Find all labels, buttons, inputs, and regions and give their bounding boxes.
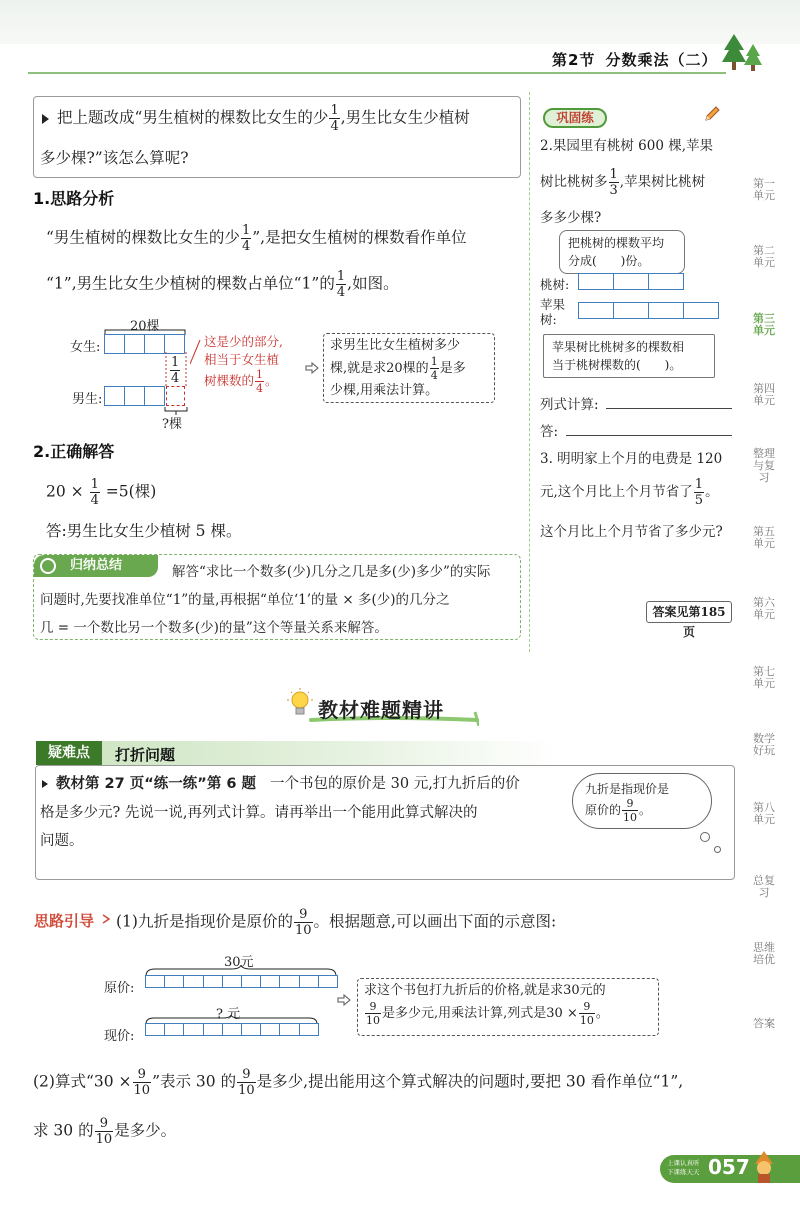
girl-label: 女生: bbox=[70, 340, 101, 355]
red-note: 这是少的部分, 相当于女生植 树棵数的 $\frac{1}{4}$ 。 bbox=[204, 334, 283, 395]
bar-segment bbox=[279, 975, 299, 988]
cloud-dot bbox=[700, 832, 710, 842]
analysis-heading: 1.思路分析 bbox=[33, 189, 115, 208]
peach-segment[interactable] bbox=[613, 273, 649, 290]
practice-q2-line-2: 树比桃树多 $\frac{1}{3}$ ,苹果树比桃树 bbox=[540, 167, 706, 198]
practice-tag: 巩固练 bbox=[543, 108, 607, 128]
guide-line-3: 求 30 的 $\frac{9}{10}$ 是多少。 bbox=[33, 1116, 177, 1147]
difficulty-title: 打折问题 bbox=[115, 746, 176, 764]
mascot-icon bbox=[752, 1150, 776, 1184]
section-title: 分数乘法（二） bbox=[605, 51, 718, 69]
original-price-label: 原价: bbox=[104, 981, 135, 996]
guide-line-2: (2)算式“30 × $\frac{9}{10}$ ”表示 30 的 $\frac{9}{10}$ 是多少,提出能用这个算式解决的问题时,要把 30 看作单位“1”, bbox=[33, 1067, 684, 1098]
bar-segment bbox=[203, 1023, 223, 1036]
less-part-segment bbox=[166, 386, 185, 406]
boy-segment bbox=[104, 386, 125, 406]
pencil-icon bbox=[703, 105, 721, 123]
analysis-line-2: “1”,男生比女生少植树的棵数占单位“1”的 $\frac{1}{4}$ ,如图。 bbox=[46, 269, 399, 300]
unknown-label: ? 元 bbox=[216, 1007, 241, 1022]
triangle-bullet-icon bbox=[42, 114, 49, 124]
tab-thinking[interactable]: 思维培优 bbox=[753, 941, 775, 966]
tab-unit-1[interactable]: 第一单元 bbox=[753, 177, 775, 202]
analysis-line-1: “男生植树的棵数比女生的少 $\frac{1}{4}$ ”,是把女生植树的棵数看作单位 bbox=[46, 223, 467, 254]
answer-label: 答: bbox=[540, 424, 559, 440]
bar-segment bbox=[145, 975, 165, 988]
difficulty-tag: 疑难点 bbox=[36, 741, 102, 765]
girl-segment bbox=[104, 334, 125, 354]
solution-heading: 2.正确解答 bbox=[33, 442, 115, 461]
tab-review[interactable]: 整理与复习 bbox=[753, 447, 775, 484]
bar-segment bbox=[183, 1023, 203, 1036]
practice-q3-line-2: 元,这个月比上个月节省了 $\frac{1}{5}$ 。 bbox=[540, 477, 719, 508]
boy-segment bbox=[124, 386, 145, 406]
header-rule bbox=[28, 72, 726, 74]
peach-segment[interactable] bbox=[648, 273, 684, 290]
guide-tag: 思路引导 bbox=[34, 912, 95, 930]
problem-line-3: 问题。 bbox=[40, 833, 84, 849]
bar-segment bbox=[299, 1023, 319, 1036]
bar-segment bbox=[164, 1023, 184, 1036]
arrow-right-icon bbox=[305, 362, 319, 374]
question-line-1: 把上题改成“男生植树的棵数比女生的少 $\frac{1}{4}$ ,男生比女生少植树 bbox=[42, 104, 470, 133]
apple-segment[interactable] bbox=[683, 302, 719, 319]
summary-tag: 归纳总结 bbox=[34, 555, 158, 577]
dashed-guides bbox=[164, 352, 190, 388]
guide-line-1: (1)九折是指现价是原价的 $\frac{9}{10}$ 。根据题意,可以画出下面的示意图: bbox=[116, 907, 557, 938]
girl-segment bbox=[164, 334, 185, 354]
target-icon bbox=[40, 558, 56, 574]
bar-segment bbox=[145, 1023, 165, 1036]
tab-unit-3[interactable]: 第三单元 bbox=[753, 312, 775, 337]
page-number: 057 bbox=[708, 1155, 750, 1179]
bar-segment bbox=[241, 1023, 261, 1036]
tab-unit-4[interactable]: 第四单元 bbox=[753, 382, 775, 407]
explanation-box: 求这个书包打九折后的价格,就是求30元的 $\frac{9}{10}$ 是多少元,用乘法计算,列式是30 × $\frac{9}{10}$ 。 bbox=[357, 978, 659, 1036]
answer-line[interactable] bbox=[566, 435, 732, 436]
apple-segment[interactable] bbox=[613, 302, 649, 319]
tab-unit-2[interactable]: 第二单元 bbox=[753, 244, 775, 269]
tab-answers[interactable]: 答案 bbox=[753, 1017, 775, 1030]
tab-unit-5[interactable]: 第五单元 bbox=[753, 525, 775, 550]
triangle-bullet-icon bbox=[42, 780, 48, 788]
header-band bbox=[0, 0, 800, 44]
thought-cloud: 九折是指现价是 原价的 $\frac{9}{10}$ 。 bbox=[572, 773, 712, 829]
apple-segment[interactable] bbox=[578, 302, 614, 319]
apple-segment[interactable] bbox=[648, 302, 684, 319]
tab-unit-6[interactable]: 第六单元 bbox=[753, 596, 775, 621]
boy-label: 男生: bbox=[72, 392, 103, 407]
footer-slogan: 上课认真听 下课练天天 bbox=[667, 1159, 700, 1176]
banner-title: 教材难题精讲 bbox=[318, 698, 444, 722]
fraction: $\frac{1}{4}$ bbox=[330, 103, 339, 134]
bar-segment bbox=[203, 975, 223, 988]
unknown-label: ?棵 bbox=[162, 417, 182, 432]
tab-unit-7[interactable]: 第七单元 bbox=[753, 665, 775, 690]
practice-q3-line-3: 这个月比上个月节省了多少元? bbox=[540, 524, 723, 540]
explanation-box: 求男生比女生植树多少 棵,就是求20棵的 $\frac{1}{4}$ 是多 少棵,用乘法计算。 bbox=[323, 333, 495, 403]
tab-unit-8[interactable]: 第八单元 bbox=[753, 801, 775, 826]
peach-label: 桃树: bbox=[540, 277, 570, 292]
question-line-2: 多少棵?”该怎么算呢? bbox=[40, 149, 189, 167]
boy-segment bbox=[144, 386, 165, 406]
hint-box: 苹果树比桃树多的棵数相 当于桃树棵数的( )。 bbox=[543, 334, 715, 378]
caret-icon bbox=[102, 914, 110, 924]
summary-line-2: 问题时,先要找准单位“1”的量,再根据“单位‘1’的量 × 多(少)的几分之 bbox=[40, 592, 450, 608]
page-header bbox=[552, 49, 717, 70]
calc-answer-line[interactable] bbox=[606, 408, 732, 409]
summary-line-3: 几 = 一个数比另一个数多(少)的量”这个等量关系来解答。 bbox=[40, 620, 388, 636]
practice-q2-line-1: 2.果园里有桃树 600 棵,苹果 bbox=[540, 138, 714, 154]
diagram-top-label: 20棵 bbox=[130, 319, 160, 334]
cloud-dot bbox=[714, 846, 721, 853]
answer-reference: 答案见第185页 bbox=[646, 601, 732, 623]
hint-bubble: 把桃树的棵数平均 分成( )份。 bbox=[559, 230, 685, 274]
calc-label: 列式计算: bbox=[540, 397, 599, 413]
problem-line-1: 教材第 27 页“练一练”第 6 题 一个书包的原价是 30 元,打九折后的价 bbox=[42, 772, 520, 793]
bar-segment bbox=[241, 975, 261, 988]
bar-segment bbox=[183, 975, 203, 988]
problem-line-2: 格是多少元? 先说一说,再列式计算。请再举出一个能用此算式解决的 bbox=[40, 805, 478, 821]
section-number: 第2节 bbox=[552, 51, 596, 69]
practice-q2-line-3: 多多少棵? bbox=[540, 210, 602, 226]
tab-final-review[interactable]: 总复习 bbox=[753, 874, 775, 899]
bar-segment bbox=[222, 1023, 242, 1036]
column-divider bbox=[529, 92, 530, 652]
textbook-reference: 教材第 27 页“练一练”第 6 题 bbox=[56, 776, 257, 792]
current-price-label: 现价: bbox=[104, 1029, 135, 1044]
bar-segment bbox=[222, 975, 242, 988]
bar-segment bbox=[299, 975, 319, 988]
arrow-right-icon bbox=[337, 994, 351, 1006]
diagram-fraction: $\frac{1}{4}$ bbox=[171, 355, 180, 386]
peach-segment[interactable] bbox=[578, 273, 614, 290]
tree-icon bbox=[720, 32, 764, 74]
bar-segment bbox=[164, 975, 184, 988]
bar-segment bbox=[279, 1023, 299, 1036]
red-connector bbox=[190, 338, 202, 366]
bar-segment bbox=[318, 975, 338, 988]
tab-math-fun[interactable]: 数学好玩 bbox=[753, 732, 775, 757]
apple-label: 苹果 树: bbox=[540, 297, 566, 327]
practice-q3-line-1: 3. 明明家上个月的电费是 120 bbox=[540, 451, 723, 467]
lightbulb-icon bbox=[287, 688, 313, 718]
girl-segment bbox=[124, 334, 145, 354]
solution-answer: 答:男生比女生少植树 5 棵。 bbox=[46, 522, 242, 540]
diagram-top-label: 30元 bbox=[224, 955, 254, 970]
summary-line-1: 解答“求比一个数多(少)几分之几是多(少)多少”的实际 bbox=[172, 564, 491, 580]
girl-segment bbox=[144, 334, 165, 354]
bar-segment bbox=[260, 975, 280, 988]
bar-segment bbox=[260, 1023, 280, 1036]
solution-expression: 20 × $\frac{1}{4}$ =5(棵) bbox=[46, 477, 157, 508]
